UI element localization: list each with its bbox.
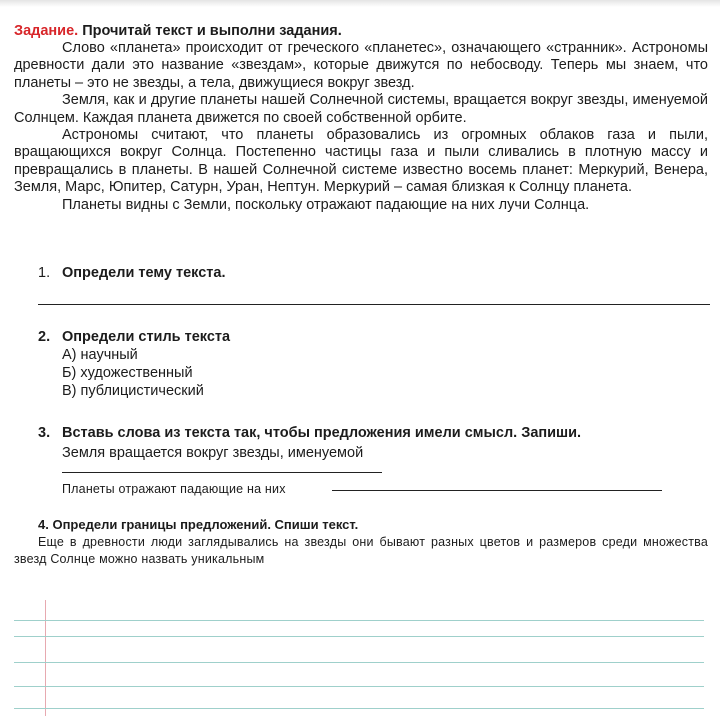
ruled-line bbox=[14, 686, 704, 687]
question-3 bbox=[14, 424, 720, 462]
option-b[interactable]: Б) художественный bbox=[62, 365, 193, 381]
page-top-edge bbox=[0, 0, 720, 7]
question-3-sentence-2: Планеты отражают падающие на них bbox=[62, 482, 286, 496]
text-paragraph: Земля, как и другие планеты нашей Солнечной системы, вращается вокруг звезды, именуемой Солнцем. Каждая планета движется по своей собственной орбите. bbox=[14, 92, 708, 126]
text-paragraph: Астрономы считают, что планеты образовались из огромных облаков газа и пыли, вращающихся вокруг Солнца. Постепенно частицы газа и пыли сливались в плотную массу и превращались в планеты. В нашей Солнечной системе известно восемь планет: Меркурий, Венера, Земля, Марс, Юпитер, Сатурн, Уран, Нептун. Меркурий – самая близкая к Солнцу планета. bbox=[14, 127, 708, 196]
ruled-line bbox=[14, 620, 704, 621]
question-4-number: 4. bbox=[38, 517, 49, 532]
question-1-answer-line[interactable] bbox=[38, 304, 710, 305]
question-3-number: 3. bbox=[38, 425, 51, 441]
task-instruction: Прочитай текст и выполни задания. bbox=[78, 23, 342, 39]
question-4 bbox=[14, 516, 708, 534]
option-a[interactable]: А) научный bbox=[62, 347, 138, 363]
question-4-title: 4. Определи границы предложений. Спиши текст. bbox=[38, 517, 359, 532]
reading-text bbox=[14, 22, 708, 214]
question-3-answer-line-1[interactable] bbox=[62, 472, 382, 473]
text-paragraph: Слово «планета» происходит от греческого «планетес», означающего «странник». Астрономы древности дали это название «звездам», которые движутся по небосводу. Теперь мы знаем, что планеты – это не звезды, а тела, движущиеся вокруг звезд. bbox=[14, 40, 708, 91]
ruled-line bbox=[14, 708, 704, 709]
question-3-sentence-1: Земля вращается вокруг звезды, именуемой bbox=[62, 445, 364, 461]
question-1-number: 1. bbox=[38, 265, 51, 281]
question-3-title: 3. Вставь слова из текста так, чтобы предложения имели смысл. Запиши. bbox=[38, 425, 582, 441]
text-paragraph: Планеты видны с Земли, поскольку отражают падающие на них лучи Солнца. bbox=[62, 196, 590, 213]
ruled-line bbox=[14, 662, 704, 663]
question-4-text: Еще в древности люди заглядывались на звезды они бывают разных цветов и размеров среди множества звезд Солнце можно назвать уникальным bbox=[14, 535, 708, 566]
question-4-text-block bbox=[14, 534, 708, 568]
task-heading bbox=[14, 22, 708, 40]
ruled-line bbox=[14, 636, 704, 637]
task-label: Задание. bbox=[14, 23, 79, 39]
question-3-answer-line-2[interactable] bbox=[332, 490, 662, 491]
question-2-number: 2. bbox=[38, 329, 51, 345]
question-2-title: 2. Определи стиль текста bbox=[38, 329, 231, 345]
question-1 bbox=[14, 264, 720, 282]
question-2 bbox=[14, 328, 720, 400]
option-c[interactable]: В) публицистический bbox=[62, 383, 204, 399]
question-1-title: 1. Определи тему текста. bbox=[38, 265, 226, 281]
question-3-row-2 bbox=[14, 480, 720, 498]
ruled-margin-line bbox=[45, 600, 46, 716]
